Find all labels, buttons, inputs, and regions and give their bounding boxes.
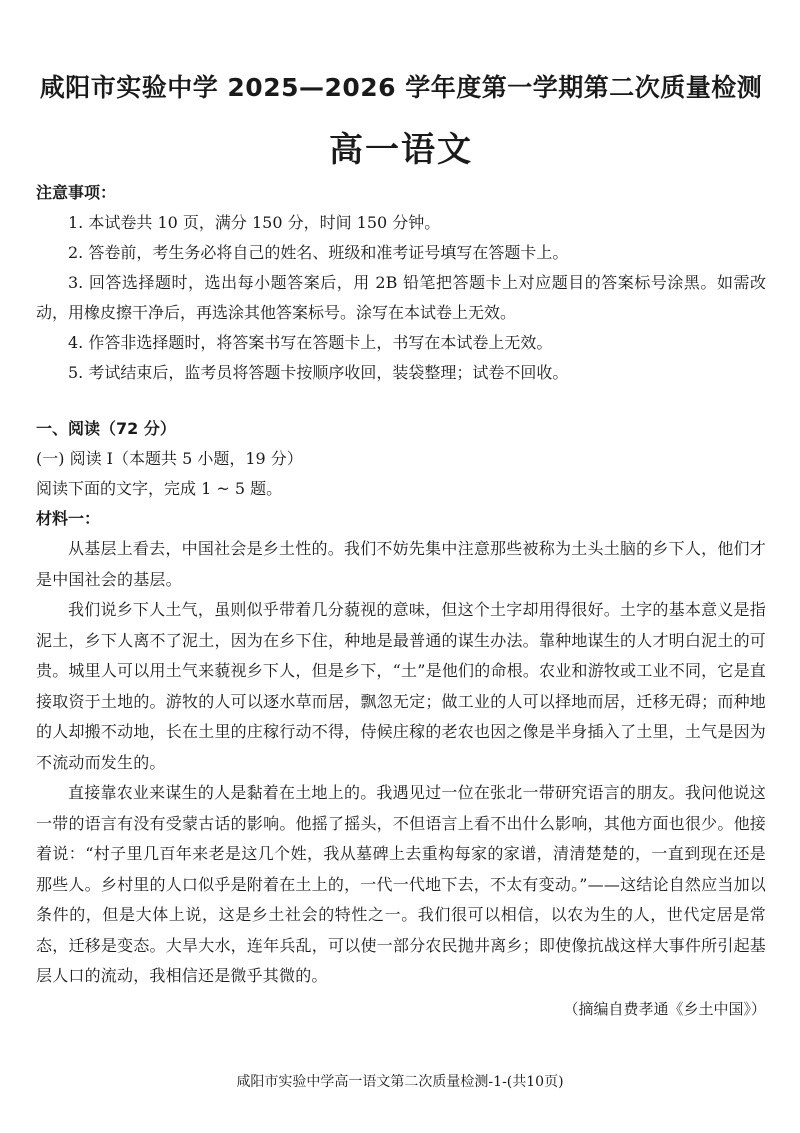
material-source: （摘编自费孝通《乡土中国》） (563, 999, 766, 1018)
material-text (36, 534, 766, 992)
notice-heading: 注意事项： (36, 183, 117, 202)
material-paragraph: 直接靠农业来谋生的人是黏着在土地上的。我遇见过一位在张北一带研究语言的朋友。我问他说这一带的语言有没有受蒙古话的影响。他摇了摇头，不但语言上看不出什么影响，其他方面也很少。他接着说：“村子里几百年来老是这几个姓，我从墓碑上去重构每家的家谱，清清楚楚的，一直到现在还是那些人。乡村里的人口似乎是附着在土上的，一代一代地下去，不太有变动。”——这结论自然应当加以条件的，但是大体上说，这是乡土社会的特性之一。我们很可以相信，以农为生的人，世代定居是常态，迁移是变态。大旱大水，连年兵乱，可以使一部分农民抛井离乡；即使像抗战这样大事件所引起基层人口的流动，我相信还是微乎其微的。 (36, 783, 766, 985)
notice-item: 4. 作答非选择题时，将答案书写在答题卡上，书写在本试卷上无效。 (68, 333, 553, 352)
reading-instruction: 阅读下面的文字，完成 1 ~ 5 题。 (36, 479, 283, 498)
material-paragraph: 从基层上看去，中国社会是乡土性的。我们不妨先集中注意那些被称为土头土脑的乡下人，他们才是中国社会的基层。 (36, 539, 766, 589)
notice-item: 1. 本试卷共 10 页，满分 150 分，时间 150 分钟。 (68, 213, 441, 232)
sub-section-heading: (一) 阅读 Ⅰ（本题共 5 小题，19 分） (36, 449, 303, 468)
material-paragraph: 我们说乡下人土气，虽则似乎带着几分藐视的意味，但这个土字却用得很好。土字的基本意义是指泥土，乡下人离不了泥土，因为在乡下住，种地是最普通的谋生办法。靠种地谋生的人才明白泥土的可贵。城里人可以用土气来藐视乡下人，但是乡下，“土”是他们的命根。农业和游牧或工业不同，它是直接取资于土地的。游牧的人可以逐水草而居，飘忽无定；做工业的人可以择地而居，迁移无碍；而种地的人却搬不动地，长在土里的庄稼行动不得，侍候庄稼的老农也因之像是半身插入了土里，土气是因为不流动而发生的。 (36, 600, 766, 772)
notice-block (36, 178, 766, 388)
notice-item: 5. 考试结束后，监考员将答题卡按顺序收回，装袋整理；试卷不回收。 (68, 363, 569, 382)
notice-item: 3. 回答选择题时，选出每小题答案后，用 2B 铅笔把答题卡上对应题目的答案标号涂黑。如需改动，用橡皮擦干净后，再选涂其他答案标号。涂写在本试卷上无效。 (36, 273, 766, 322)
section-spacer (36, 388, 766, 414)
exam-title: 咸阳市实验中学 2025—2026 学年度第一学期第二次质量检测 (39, 73, 763, 102)
material-heading: 材料一： (36, 509, 101, 528)
section-heading: 一、阅读（72 分） (36, 419, 176, 438)
notice-item: 2. 答卷前，考生务必将自己的姓名、班级和准考证号填写在答题卡上。 (68, 243, 569, 262)
reading-section (36, 414, 766, 1024)
subject-title: 高一语文 (329, 130, 473, 170)
page-footer: 咸阳市实验中学高一语文第二次质量检测-1-(共10页) (236, 1074, 564, 1090)
notice-list (36, 208, 766, 388)
